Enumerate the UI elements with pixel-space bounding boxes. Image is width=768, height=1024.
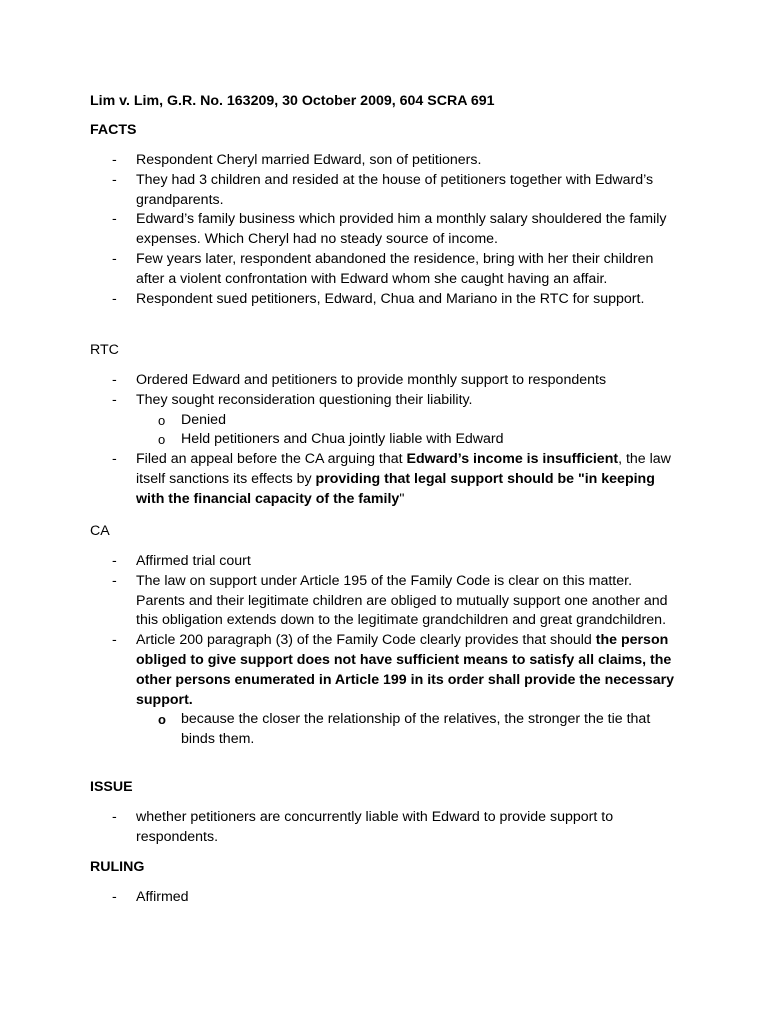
rtc-heading: RTC (90, 342, 119, 358)
sub-list-item: o because the closer the relationship of the relatives, the stronger the tie that binds them. (136, 710, 680, 750)
text-run: Filed an appeal before the CA arguing that (136, 451, 407, 468)
list-item: - Affirmed trial court (0, 552, 768, 572)
list-item: - The law on support under Article 195 of the Family Code is clear on this matter. Parents and their legitimate children are obliged to mutually support one another and this obligation extends down to the legitimate grandchildren and great grandchildren. (0, 572, 768, 631)
text-run: Article 200 paragraph (3) of the Family Code clearly provides that should (136, 632, 596, 649)
ca-heading: CA (90, 523, 110, 539)
bold-text-run: Edward’s income is insufficient (406, 451, 619, 468)
list-item-text: They sought reconsideration questioning their liability. (136, 391, 473, 408)
list-item: - Edward’s family business which provided him a monthly salary shouldered the family expenses. Which Cheryl had no steady source of income. (0, 210, 768, 250)
sub-list-item: o Held petitioners and Chua jointly liable with Edward (136, 430, 680, 450)
sub-list (136, 710, 680, 750)
case-title: Lim v. Lim, G.R. No. 163209, 30 October 2009, 604 SCRA 691 (90, 93, 495, 109)
text-run: " (399, 490, 405, 507)
ruling-heading: RULING (90, 859, 145, 875)
sub-list (136, 411, 680, 451)
list-item: - Few years later, respondent abandoned the residence, bring with her their children after a violent confrontation with Edward whom she caught having an affair. (0, 250, 768, 290)
ca-list (0, 552, 768, 750)
list-item: - Respondent sued petitioners, Edward, Chua and Mariano in the RTC for support. (0, 290, 768, 310)
text-run: , the law itself sanctions its effects by (136, 451, 671, 487)
sub-list-item: o Denied (136, 411, 680, 431)
list-item (0, 450, 768, 509)
facts-heading: FACTS (90, 122, 137, 138)
list-item: - Ordered Edward and petitioners to provide monthly support to respondents (0, 371, 768, 391)
ruling-list (0, 888, 768, 908)
facts-list (0, 151, 768, 309)
list-item: - Respondent Cheryl married Edward, son of petitioners. (0, 151, 768, 171)
list-item: - Affirmed (0, 888, 768, 908)
list-item (0, 391, 768, 450)
list-item (0, 631, 768, 750)
issue-heading: ISSUE (90, 779, 133, 795)
list-item: - whether petitioners are concurrently liable with Edward to provide support to respondents. (0, 808, 768, 848)
rtc-list (0, 371, 768, 510)
list-item: - They had 3 children and resided at the house of petitioners together with Edward’s grandparents. (0, 171, 768, 211)
issue-list (0, 808, 768, 848)
bold-text-run: providing that legal support should be "in keeping with the financial capacity of the family (136, 470, 655, 507)
bold-text-run: the person obliged to give support does not have sufficient means to satisfy all claims, the other persons enumerated in Article 199 in its order shall provide the necessary support. (136, 632, 674, 708)
